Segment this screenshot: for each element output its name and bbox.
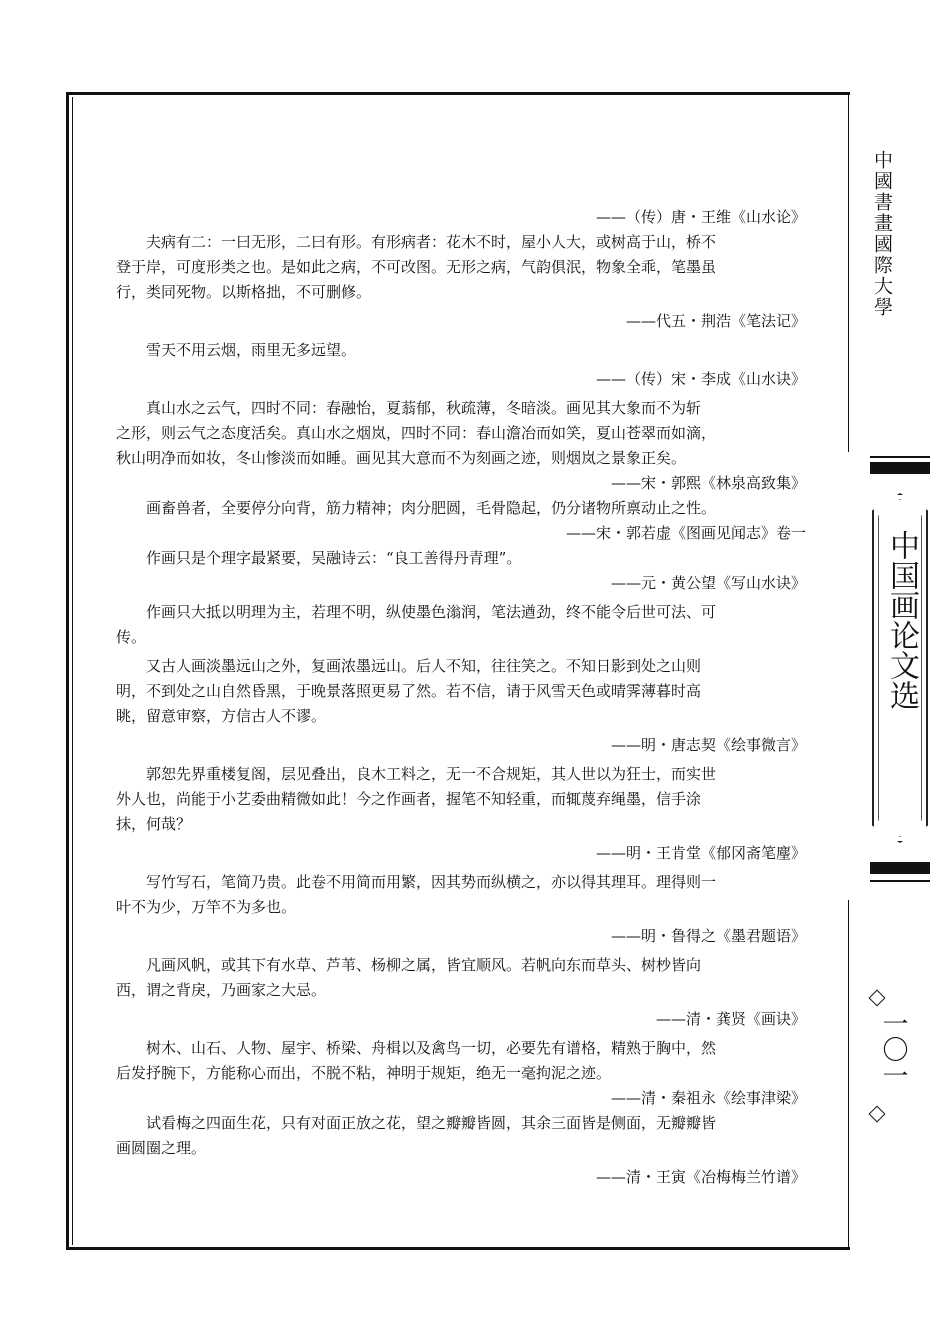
text-line: 叶不为少，万竿不为多也。	[116, 898, 297, 916]
source-attribution: ——代五・荆浩《笔法记》	[625, 312, 806, 330]
text-line: 后发抒腕下，方能称心而出，不脱不粘，神明于规矩，绝无一毫拘泥之迹。	[116, 1064, 612, 1082]
diamond-ornament-top	[869, 990, 886, 1007]
text-line: 西，谓之背戾，乃画家之大忌。	[116, 981, 327, 999]
source-attribution: ——清・秦祖永《绘事津梁》	[610, 1089, 806, 1107]
text-line: 传。	[116, 628, 147, 646]
text-line: 树木、山石、人物、屋宇、桥梁、舟楫以及禽鸟一切，必要先有谱格，精熟于胸中，然	[146, 1039, 717, 1057]
band-line-bottom	[870, 880, 930, 882]
source-attribution: ——明・鲁得之《墨君题语》	[610, 927, 806, 945]
source-attribution: ——清・王寅《冶梅梅兰竹谱》	[595, 1168, 806, 1186]
text-line: 凡画风帆，或其下有水草、芦苇、杨柳之属，皆宜顺风。若帆向东而草头、树杪皆向	[146, 956, 702, 974]
text-line: 行，类同死物。以斯格拙，不可删修。	[116, 283, 372, 301]
text-line: 秋山明净而如妆，冬山惨淡而如睡。画见其大意而不为刻画之迹，则烟岚之景象正矣。	[116, 449, 687, 467]
source-attribution: ——明・唐志契《绘事微言》	[610, 736, 806, 754]
source-attribution: ——宋・郭若虚《图画见闻志》卷一	[565, 524, 806, 542]
university-name: 中國書畫國際大學	[871, 150, 893, 318]
band-bottom	[870, 862, 930, 874]
text-line: 试看梅之四面生花，只有对面正放之花，望之瓣瓣皆圆，其余三面皆是侧面，无瓣瓣皆	[146, 1114, 717, 1132]
text-line: 作画只是个理字最紧要，吴融诗云：“良工善得丹青理”。	[146, 549, 522, 567]
text-line: 眺，留意审察，方信古人不谬。	[116, 707, 327, 725]
text-line: 之形，则云气之态度活矣。真山水之烟岚，四时不同：春山澹冶而如笑，夏山苍翠而如滴，	[116, 424, 717, 442]
source-attribution: ——明・王肯堂《郁冈斋笔麈》	[595, 844, 806, 862]
page-number: 一〇一	[878, 1010, 908, 1088]
text-line: 又古人画淡墨远山之外，复画浓墨远山。后人不知，往往笑之。不知日影到处之山则	[146, 657, 702, 675]
band-top	[870, 462, 930, 474]
side-rule-upper	[848, 92, 849, 452]
text-line: 抹，何哉？	[116, 815, 192, 833]
source-attribution: ——清・龚贤《画诀》	[655, 1010, 806, 1028]
band-line-top	[870, 456, 930, 458]
source-attribution: ——元・黄公望《写山水诀》	[610, 574, 806, 592]
text-line: 夫病有二：一曰无形，二曰有形。有形病者：花木不时，屋小人大，或树高于山，桥不	[146, 233, 717, 251]
side-rule-lower	[848, 900, 849, 1250]
source-attribution: ——（传）宋・李成《山水诀》	[595, 370, 806, 388]
text-line: 雪天不用云烟，雨里无多远望。	[146, 341, 357, 359]
text-line: 画圆圈之理。	[116, 1139, 207, 1157]
text-line: 外人也，尚能于小艺委曲精微如此！今之作画者，握笔不知轻重，而辄蔑弃绳墨，信手涂	[116, 790, 702, 808]
text-line: 明，不到处之山自然昏黑，于晚景落照更易了然。若不信，请于风雪天色或晴霁薄暮时高	[116, 682, 702, 700]
source-attribution: ——宋・郭熙《林泉高致集》	[610, 474, 806, 492]
text-line: 画畜兽者，全要停分向背，筋力精神；肉分肥圆，毛骨隐起，仍分诸物所禀动止之性。	[146, 499, 717, 517]
text-line: 郭恕先界重楼复阁，层见叠出，良木工料之，无一不合规矩，其人世以为狂士，而实世	[146, 765, 717, 783]
frame-inner-rule	[72, 97, 73, 1245]
diamond-ornament-bottom	[869, 1106, 886, 1123]
source-attribution: ——（传）唐・王维《山水论》	[595, 208, 806, 226]
text-line: 写竹写石，笔简乃贵。此卷不用简而用繁，因其势而纵横之，亦以得其理耳。理得则一	[146, 873, 717, 891]
book-title: 中国画论文选	[884, 530, 919, 710]
text-body	[116, 205, 806, 1190]
text-line: 真山水之云气，四时不同：春融怡，夏蓊郁，秋疏薄，冬暗淡。画见其大象而不为斩	[146, 399, 702, 417]
text-line: 作画只大抵以明理为主，若理不明，纵使墨色滃润，笔法遒劲，终不能令后世可法、可	[146, 603, 717, 621]
text-line: 登于岸，可度形类之也。是如此之病，不可改图。无形之病，气韵俱泯，物象全乖，笔墨虽	[116, 258, 717, 276]
